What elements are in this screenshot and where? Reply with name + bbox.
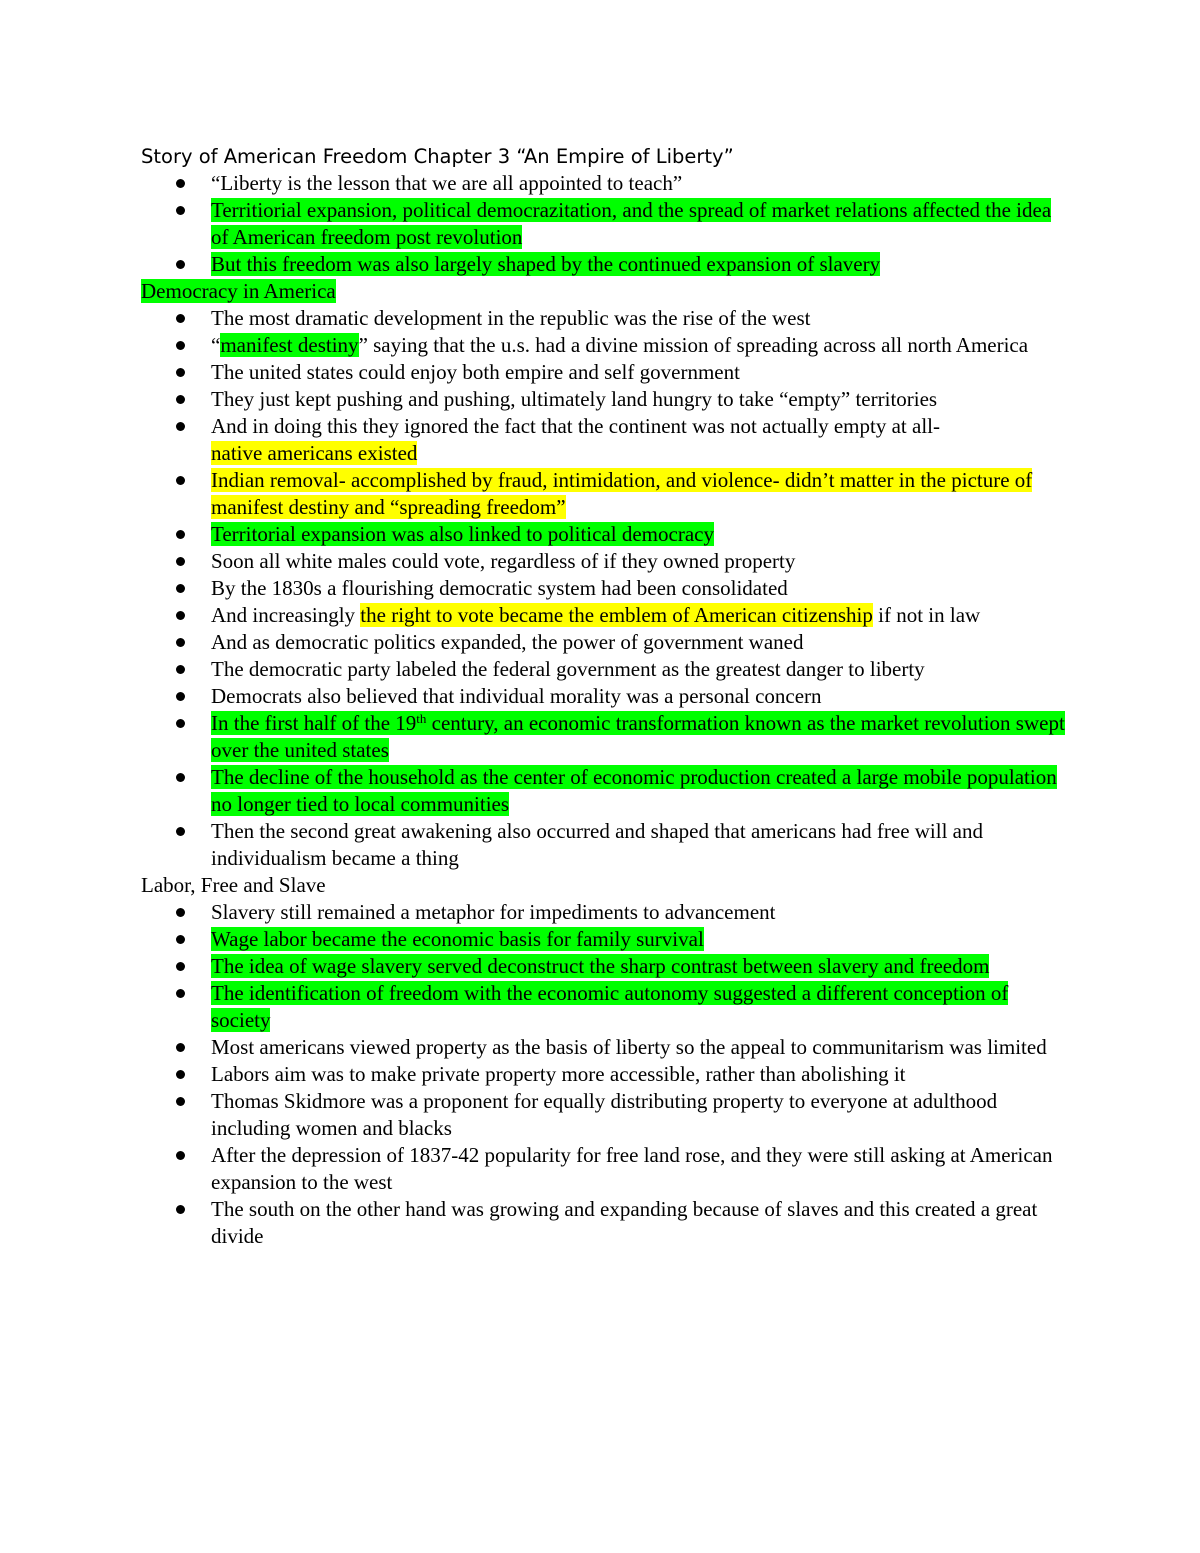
highlighted-text: Indian removal- accomplished by fraud, intimidation, and violence- didn’t matter in the picture of manifest destiny and “spreading freedom”	[211, 468, 1033, 519]
democracy-list	[141, 305, 1071, 872]
list-item	[141, 602, 1071, 629]
list-item	[141, 575, 1071, 602]
list-item	[141, 656, 1071, 683]
item-text: Democrats also believed that individual morality was a personal concern	[211, 684, 822, 708]
item-text: The democratic party labeled the federal government as the greatest danger to liberty	[211, 657, 925, 681]
list-item	[141, 251, 1071, 278]
highlighted-text: native americans existed	[211, 441, 418, 465]
list-item	[141, 629, 1071, 656]
item-text: ” saying that the u.s. had a divine mission of spreading across all north America	[358, 333, 1029, 357]
list-item	[141, 386, 1071, 413]
list-item	[141, 953, 1071, 980]
section-heading-democracy	[141, 278, 1071, 305]
list-item	[141, 170, 1071, 197]
item-text: Soon all white males could vote, regardless of if they owned property	[211, 549, 796, 573]
highlighted-text: But this freedom was also largely shaped by the continued expansion of slavery	[211, 252, 881, 276]
list-item	[141, 764, 1071, 818]
item-text: “Liberty is the lesson that we are all appointed to teach”	[211, 171, 683, 195]
labor-list	[141, 899, 1071, 1250]
list-item	[141, 980, 1071, 1034]
item-text: The south on the other hand was growing and expanding because of slaves and this created a great divide	[211, 1197, 1038, 1248]
list-item	[141, 413, 1071, 467]
item-text: Most americans viewed property as the basis of liberty so the appeal to communitarism was limited	[211, 1035, 1047, 1059]
item-text: Thomas Skidmore was a proponent for equally distributing property to everyone at adulthood including women and blacks	[211, 1089, 998, 1140]
list-item	[141, 899, 1071, 926]
highlighted-text: Democracy in America	[141, 279, 336, 303]
item-text: century, an economic transformation known as the market revolution swept over the united states	[211, 711, 1065, 762]
document-body	[141, 143, 1071, 1250]
item-text: Slavery still remained a metaphor for impediments to advancement	[211, 900, 776, 924]
section-heading-labor: Labor, Free and Slave	[141, 873, 326, 897]
list-item	[141, 710, 1071, 764]
list-item	[141, 1196, 1071, 1250]
list-item	[141, 359, 1071, 386]
item-text: The most dramatic development in the republic was the rise of the west	[211, 306, 811, 330]
item-text: And increasingly	[211, 603, 361, 627]
item-text: Labors aim was to make private property more accessible, rather than abolishing it	[211, 1062, 906, 1086]
list-item	[141, 1061, 1071, 1088]
list-item	[141, 1088, 1071, 1142]
list-item	[141, 332, 1071, 359]
highlighted-text: the right to vote became the emblem of American citizenship	[360, 603, 873, 627]
highlighted-text	[211, 711, 1065, 762]
highlighted-text: The identification of freedom with the economic autonomy suggested a different conception of society	[211, 981, 1009, 1032]
item-text: They just kept pushing and pushing, ultimately land hungry to take “empty” territories	[211, 387, 938, 411]
highlighted-text: The decline of the household as the center of economic production created a large mobile population no longer tied to local communities	[211, 765, 1057, 816]
list-item	[141, 1142, 1071, 1196]
list-item	[141, 305, 1071, 332]
item-text: And as democratic politics expanded, the power of government waned	[211, 630, 804, 654]
list-item	[141, 683, 1071, 710]
item-text: After the depression of 1837-42 popularity for free land rose, and they were still asking at American expansion to the west	[211, 1143, 1053, 1194]
item-text: And in doing this they ignored the fact that the continent was not actually empty at all-	[211, 414, 940, 438]
item-text: if not in law	[872, 603, 981, 627]
document-title: Story of American Freedom Chapter 3 “An Empire of Liberty”	[141, 145, 734, 168]
item-text: By the 1830s a flourishing democratic system had been consolidated	[211, 576, 788, 600]
highlighted-text: manifest destiny	[220, 333, 359, 357]
superscript: th	[416, 711, 427, 726]
list-item	[141, 521, 1071, 548]
highlighted-text: Wage labor became the economic basis for family survival	[211, 927, 704, 951]
intro-list	[141, 170, 1071, 278]
list-item	[141, 548, 1071, 575]
item-text: The united states could enjoy both empire and self government	[211, 360, 740, 384]
item-text: In the first half of the 19	[211, 711, 417, 735]
highlighted-text: The idea of wage slavery served deconstruct the sharp contrast between slavery and freedom	[211, 954, 990, 978]
item-text: Then the second great awakening also occurred and shaped that americans had free will and individualism became a thing	[211, 819, 984, 870]
highlighted-text: Territorial expansion was also linked to political democracy	[211, 522, 714, 546]
list-item	[141, 818, 1071, 872]
highlighted-text: Territiorial expansion, political democrazitation, and the spread of market relations affected the idea of American freedom post revolution	[211, 198, 1052, 249]
list-item	[141, 1034, 1071, 1061]
list-item	[141, 467, 1071, 521]
list-item	[141, 197, 1071, 251]
item-text: “	[211, 333, 221, 357]
list-item	[141, 926, 1071, 953]
